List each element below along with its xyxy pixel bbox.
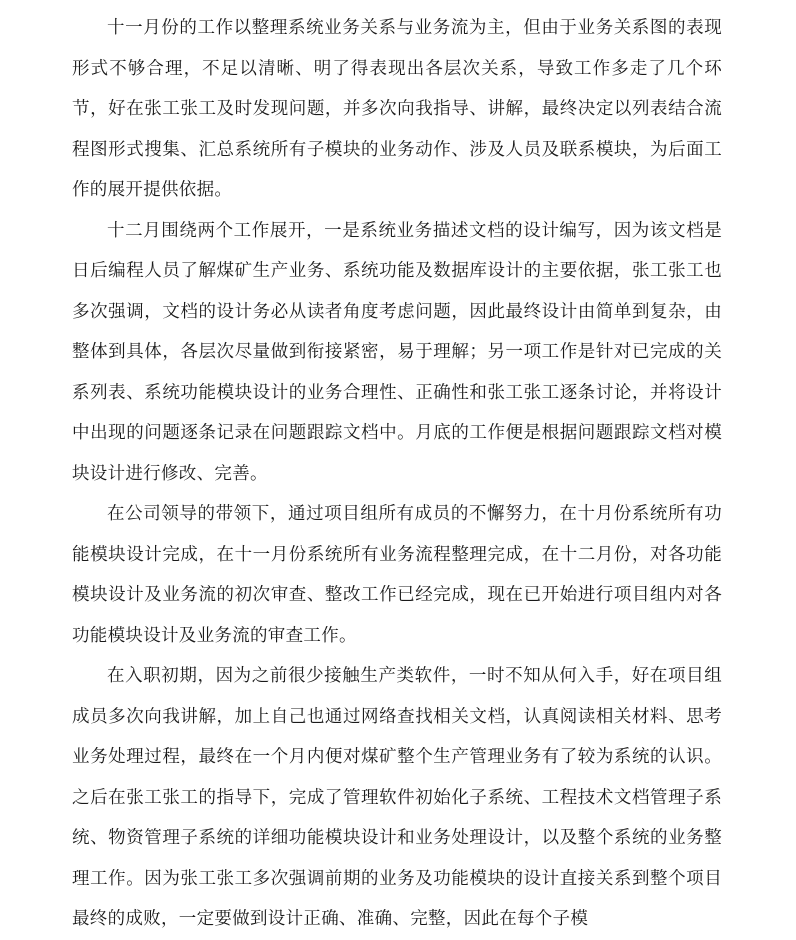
paragraph-onboarding: 在入职初期，因为之前很少接触生产类软件，一时不知从何入手，好在项目组成员多次向我讲解，加上自己也通过网络查找相关文档，认真阅读相关材料、思考业务处理过程，最终在一个月内便对煤矿整个生产管理业务有了较为系统的认识。之后在张工张工的指导下，完成了管理软件初始化子系统、工程技术文档管理子系统、物资管理子系统的详细功能模块设计和业务处理设计，以及整个系统的业务整理工作。因为张工张工多次强调前期的业务及功能模块的设计直接关系到整个项目最终的成败，一定要做到设计正确、准确、完整，因此在每个子模 [72, 666, 722, 929]
paragraph-december-work: 十二月围绕两个工作展开，一是系统业务描述文档的设计编写，因为该文档是日后编程人员了解煤矿生产业务、系统功能及数据库设计的主要依据，张工张工也多次强调，文档的设计务必从读者角度考虑问题，因此最终设计由简单到复杂，由整体到具体，各层次尽量做到衔接紧密，易于理解；另一项工作是针对已完成的关系列表、系统功能模块设计的业务合理性、正确性和张工张工逐条讨论，并将设计中出现的问题逐条记录在问题跟踪文档中。月底的工作便是根据问题跟踪文档对模块设计进行修改、完善。 [72, 220, 722, 484]
paragraph-november-work: 十一月份的工作以整理系统业务关系与业务流为主，但由于业务关系图的表现形式不够合理，不足以清晰、明了得表现出各层次关系，导致工作多走了几个环节，好在张工张工及时发现问题，并多次向我指导、讲解，最终决定以列表结合流程图形式搜集、汇总系统所有子模块的业务动作、涉及人员及联系模块，为后面工作的展开提供依据。 [72, 18, 722, 200]
document-body [72, 8, 722, 940]
paragraph-project-progress: 在公司领导的带领下，通过项目组所有成员的不懈努力，在十月份系统所有功能模块设计完成，在十一月份系统所有业务流程整理完成，在十二月份，对各功能模块设计及业务流的初次审查、整改工作已经完成，现在已开始进行项目组内对各功能模块设计及业务流的审查工作。 [72, 504, 722, 646]
